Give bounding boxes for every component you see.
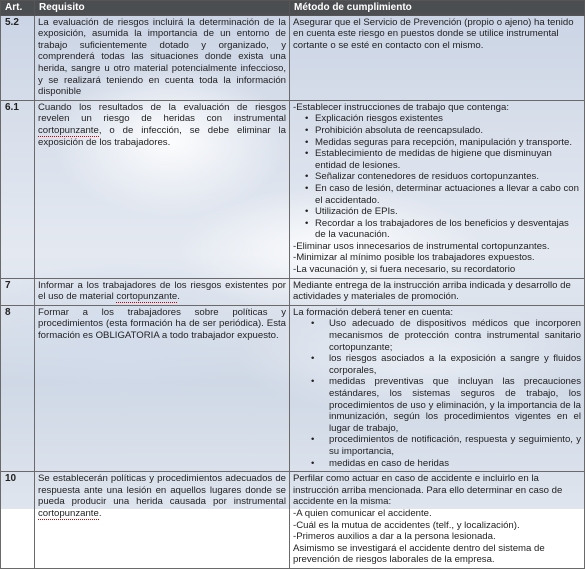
list-item: • medidas preventivas que incluyan las precauciones estándares, los sistemas seguros de trabajo, los procedimientos de uso y eliminación, y la importancia de la inmunización, según los procedimientos vigentes en el lugar de trabajo, xyxy=(307,376,581,434)
article-number: 8 xyxy=(1,305,35,471)
list-item: • Señalizar contenedores de residuos cortopunzantes. xyxy=(307,171,581,183)
method-line: -Cuál es la mutua de accidentes (telf., y localización). xyxy=(293,519,520,531)
table-row xyxy=(1,15,585,100)
list-item: • Recordar a los trabajadores de los beneficios y desventajas de la vacunación. xyxy=(307,218,581,241)
requirement-text-part: Se establecerán políticas y procedimientos adecuados de respuesta ante una lesión en aquellos lugares donde se pueda producir una herida causada por instrumental xyxy=(38,473,286,508)
requirement-text-part: , o de infección, se debe eliminar la exposición de los trabajadores. xyxy=(38,124,286,148)
method-text: Asegurar que el Servicio de Prevención (propio o ajeno) ha tenido en cuenta este riesgo en puestos donde se utilice instrumental cortante o se esté en contacto con el mismo. xyxy=(290,15,585,100)
article-number: 5.2 xyxy=(1,15,35,100)
table-row xyxy=(1,100,585,278)
method-text: Mediante entrega de la instrucción arriba indicada y desarrollo de actividades y materiales de promoción. xyxy=(290,278,585,305)
method-list xyxy=(293,113,581,241)
requirement-text: Formar a los trabajadores sobre políticas y procedimientos (esta formación ha de ser periódica). Esta formación es OBLIGATORIA a todo trabajador expuesto. xyxy=(35,305,290,471)
header-requisito: Requisito xyxy=(35,1,290,16)
article-number: 7 xyxy=(1,278,35,305)
method-line: Asimismo se investigará el accidente dentro del sistema de prevención de riesgos laborales de la empresa. xyxy=(293,542,545,566)
method-intro: Perfilar como actuar en caso de accidente e incluirlo en la instrucción arriba mencionada. Para ello determinar en caso de accidente en la misma: xyxy=(293,473,563,508)
requirement-text-part: Cuando los resultados de la evaluación de riesgos revelen un riesgo de heridas con instrumental xyxy=(38,101,286,125)
header-metodo: Método de cumplimiento xyxy=(290,1,585,16)
table-header-row xyxy=(1,1,585,16)
method-intro: -Establecer instrucciones de trabajo que contenga: xyxy=(293,101,509,113)
list-item: • procedimientos de notificación, respuesta y seguimiento, y su importancia, xyxy=(307,434,581,457)
article-number: 6.1 xyxy=(1,100,35,278)
requirement-term: cortopunzante xyxy=(38,124,99,136)
list-item: • En caso de lesión, determinar actuaciones a llevar a cabo con el accidentado. xyxy=(307,183,581,206)
table-row xyxy=(1,278,585,305)
method-line: -Primeros auxilios a dar a la persona lesionada. xyxy=(293,531,496,543)
requirement-text-part: . xyxy=(98,507,102,519)
requirement-text-part: . xyxy=(177,291,180,303)
requirement-term: cortopunzante xyxy=(116,291,178,303)
method-cell xyxy=(290,305,585,471)
list-item: • Explicación riesgos existentes xyxy=(307,113,581,125)
method-line: -La vacunación y, si fuera necesario, su recordatorio xyxy=(293,264,516,276)
method-cell xyxy=(290,100,585,278)
method-list xyxy=(293,318,581,469)
method-cell xyxy=(290,472,585,569)
list-item: • Establecimiento de medidas de higiene que disminuyan entidad de lesiones. xyxy=(307,148,581,171)
requirement-text: La evaluación de riesgos incluirá la determinación de la exposición, asumida la importancia de un entorno de trabajo suficientemente dotado y organizado, y comprenderá todas las situaciones donde exista una herida, sangre u otro material potencialmente infeccioso, y se realizará teniendo en cuenta toda la información disponible xyxy=(35,15,290,100)
method-line: -Minimizar al mínimo posible los trabajadores expuestos. xyxy=(293,252,535,264)
method-line: -Eliminar usos innecesarios de instrumental cortopunzantes. xyxy=(293,240,550,252)
list-item: • Utilización de EPIs. xyxy=(307,206,581,218)
list-item: • los riesgos asociados a la exposición a sangre y fluidos corporales, xyxy=(307,353,581,376)
requirement-text xyxy=(35,472,290,569)
table-row xyxy=(1,305,585,471)
method-intro: La formación deberá tener en cuenta: xyxy=(293,306,454,318)
table-row xyxy=(1,472,585,569)
header-art: Art. xyxy=(1,1,35,16)
article-number: 10 xyxy=(1,472,35,569)
requirement-term: cortopunzante xyxy=(38,507,99,519)
requirement-text-part: Informar a los trabajadores de los riesgos existentes por el uso de material xyxy=(38,279,286,303)
list-item: • Prohibición absoluta de reencapsulado. xyxy=(307,125,581,137)
list-item: • Medidas seguras para recepción, manipulación y transporte. xyxy=(307,137,581,149)
requirement-text xyxy=(35,278,290,305)
requirement-text xyxy=(35,100,290,278)
list-item: • Uso adecuado de dispositivos médicos que incorporen mecanismos de protección contra instrumental sanitario cortopunzante; xyxy=(307,318,581,353)
list-item: • medidas en caso de heridas xyxy=(307,458,581,470)
method-line: -A quien comunicar el accidente. xyxy=(293,507,432,519)
